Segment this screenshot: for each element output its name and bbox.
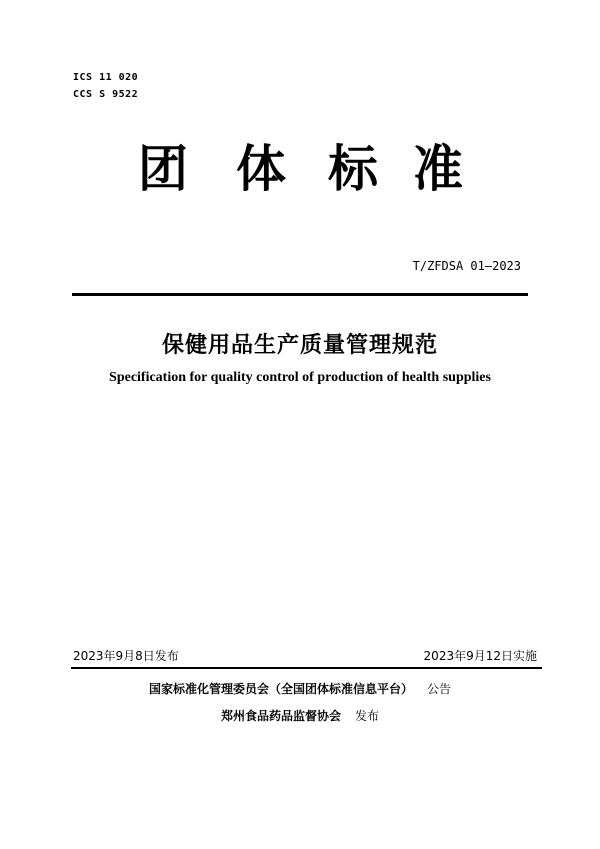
issuer-line-committee [0, 680, 600, 697]
issuer-line-association [0, 707, 600, 724]
document-type-char: 准 [413, 140, 463, 198]
ccs-code: CCS S 9522 [73, 89, 139, 100]
document-type-title [0, 134, 600, 204]
effective-date: 2023年9月12日实施 [423, 649, 537, 663]
title-english: Specification for quality control of production of health supplies [109, 370, 491, 385]
issuer-committee-action: 公告 [427, 682, 452, 696]
document-type-char: 体 [236, 140, 286, 198]
header-divider [72, 293, 528, 296]
issue-date: 2023年9月8日发布 [73, 649, 179, 663]
title-chinese: 保健用品生产质量管理规范 [161, 333, 438, 358]
issuer-association-action: 发布 [355, 709, 380, 723]
issuer-committee: 国家标准化管理委员会（全国团体标准信息平台） [148, 682, 413, 696]
standard-number: T/ZFDSA 01—2023 [412, 259, 521, 273]
ics-code: ICS 11 020 [73, 72, 139, 83]
document-type-char: 团 [138, 140, 188, 198]
issuer-association: 郑州食品药品监督协会 [220, 709, 341, 723]
footer-divider [71, 667, 542, 669]
document-type-char: 标 [328, 140, 378, 198]
